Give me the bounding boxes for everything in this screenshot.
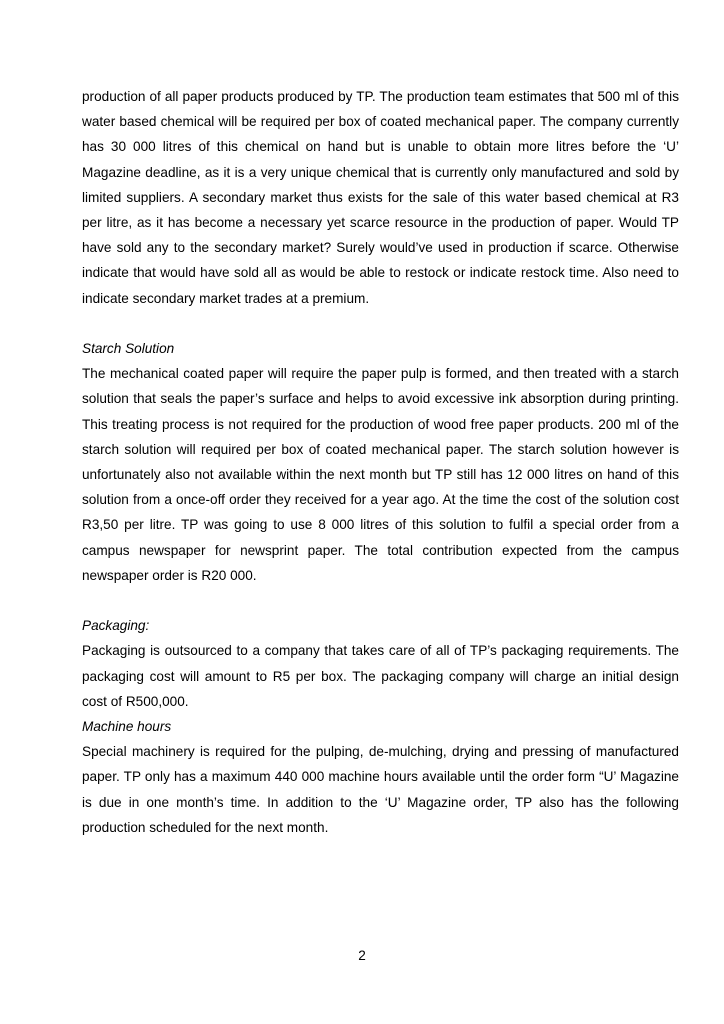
paragraph-spacer (82, 588, 679, 613)
packaging-paragraph: Packaging is outsourced to a company that takes care of all of TP’s packaging requirements. The packaging cost will amount to R5 per box. The packaging company will charge an initial design cost of R500,000. (82, 643, 679, 709)
starch-solution-heading: Starch Solution (82, 341, 175, 357)
packaging-heading: Packaging: (82, 618, 150, 634)
paragraph-spacer (82, 311, 679, 336)
starch-solution-paragraph: The mechanical coated paper will require the paper pulp is formed, and then treated with a starch solution that seals the paper’s surface and helps to avoid excessive ink absorption during printing. This treating process is not required for the production of wood free paper products. 200 ml of the starch solution will required per box of coated mechanical paper. The starch solution however is unfortunately also not available within the next month but TP still has 12 000 litres on hand of this solution from a once-off order they received for a year ago. At the time the cost of the solution cost R3,50 per litre. TP was going to use 8 000 litres of this solution to fulfil a special order from a campus newspaper for newsprint paper. The total contribution expected from the campus newspaper order is R20 000. (82, 366, 679, 583)
machine-hours-heading: Machine hours (82, 719, 172, 735)
machine-hours-paragraph: Special machinery is required for the pulping, de-mulching, drying and pressing of manufactured paper. TP only has a maximum 440 000 machine hours available until the order form “U’ Magazine is due in one month’s time. In addition to the ‘U’ Magazine order, TP also has the following production scheduled for the next month. (82, 744, 679, 835)
page-number: 2 (358, 948, 366, 963)
document-body (82, 84, 679, 840)
chemical-paragraph: production of all paper products produced by TP. The production team estimates that 500 ml of this water based chemical will be required per box of coated mechanical paper. The company currently has 30 000 litres of this chemical on hand but is unable to obtain more litres before the ‘U’ Magazine deadline, as it is a very unique chemical that is currently only manufactured and sold by limited suppliers. A secondary market thus exists for the sale of this water based chemical at R3 per litre, as it has become a necessary yet scarce resource in the production of paper. Would TP have sold any to the secondary market? Surely would’ve used in production if scarce. Otherwise indicate that would have sold all as would be able to restock or indicate restock time. Also need to indicate secondary market trades at a premium. (82, 89, 679, 306)
